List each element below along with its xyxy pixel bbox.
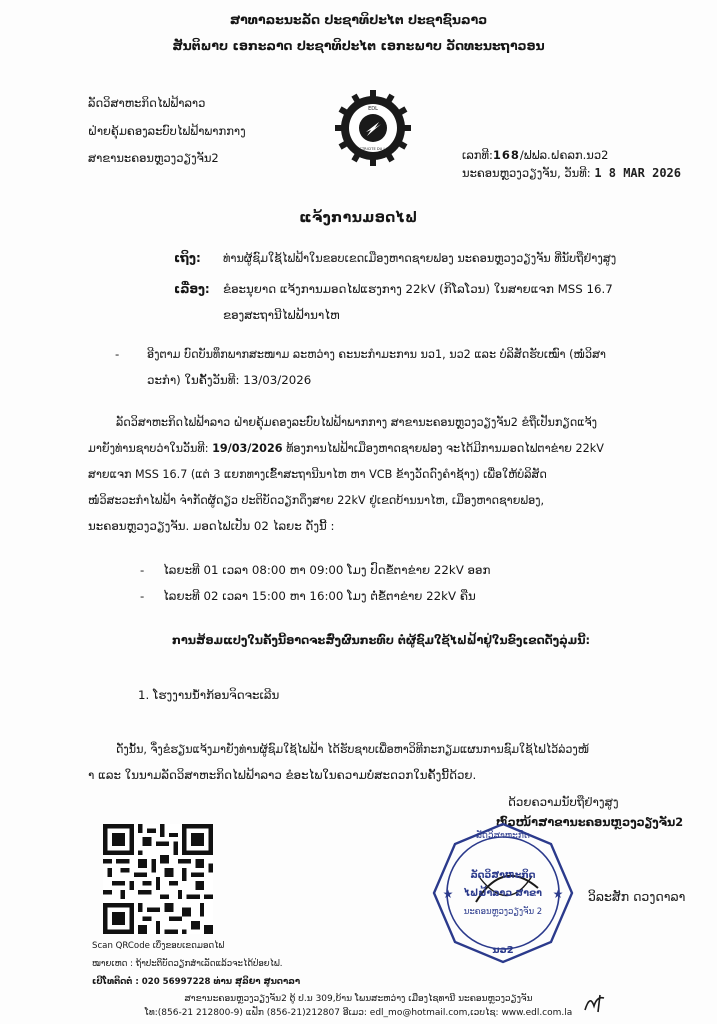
body-line-1: ລັດວິສາຫະກິດໄຟຟ້າລາວ ຝ່າຍຄຸ້ມຄອງລະບົບໄຟຟ້າພາກກາງ ສາຂານະຄອນຫຼວງວຽງຈັນ2 ຂໍຖືເປັນກຽດແຈ້ງ (116, 416, 598, 429)
logo-bottom-text: ELECTRICITE DU LAOS (352, 147, 394, 151)
impact-heading: ການສ້ອມແປງໃນຄັ້ງນີ້ອາດຈະສົ່ງຜົນກະທົບ ຕໍ່ຜູ້ຊົມໃຊ້ໄຟຟ້າຢູ່ໃນຂົງເຂດດັ່ງລຸ່ມນີ້: (172, 634, 591, 647)
period-bullet: - (140, 589, 145, 603)
date-stamp: 1 8 MAR 2026 (594, 166, 682, 180)
national-header: ສາທາລະນະລັດ ປະຊາທິປະໄຕ ປະຊາຊົນລາວ (229, 12, 488, 27)
qr-code[interactable] (103, 824, 213, 934)
body-line-5: ນະຄອນຫຼວງວຽງຈັນ. ມອດໄຟເປັນ 02 ໄລຍະ ດັ່ງນີ້ : (88, 519, 335, 533)
official-stamp (428, 818, 578, 968)
period-item: ໄລຍະທີ 01 ເວລາ 08:00 ຫາ 09:00 ໂມງ ປົດຂໍ້ຕາຂ່າຍ 22kV ອອກ (163, 563, 491, 577)
basis-line-1: ອີງຕາມ ບົດບັນທຶກພາກສະໜາມ ລະຫວ່າງ ຄະນະກຳມະການ ນວ1, ນວ2 ແລະ ບໍລິສັດຮັບເໝົາ (ໜໍ່ວິສາ (147, 348, 606, 361)
stamp-line-2: ໄຟຟ້າລາວ ສາຂາ (464, 888, 542, 899)
place-date: ນະຄອນຫຼວງວຽງຈັນ, ວັນທີ: 1 8 MAR 2026 (462, 166, 682, 180)
subject-line-1: ຂໍອະນຸຍາດ ແຈ້ງການມອດໄຟແຮງກາງ 22kV (ກິໂລໂວນ) ໃນສາຍແຈກ MSS 16.7 (223, 282, 613, 296)
initials-mark (582, 992, 608, 1014)
scan-note-1: Scan QRCode ເບິ່ງຂອບເຂດມອດໄຟ (92, 941, 225, 951)
edl-logo (335, 90, 411, 166)
closing-line-1: ດັ່ງນັ້ນ, ຈຶ່ງຂໍຮຽນແຈ້ງມາຍັງທ່ານຜູ້ຊົມໃຊ້ໄຟຟ້າ ໄດ້ຮັບຊາບເພື່ອຫາວິທີກະກຽມແຜນການຊົມໃຊ້ໄຟໄວ້ລ່ວງໜ້ (116, 743, 590, 756)
org-line-1: ລັດວິສາຫະກິດໄຟຟ້າລາວ (88, 96, 206, 110)
scan-note-2: ໝາຍເຫດ : ຖ້າປະຕິບັດວຽກສຳເລັດແລ້ວຈະໄດ້ປ່ອຍໄຟ. (92, 959, 283, 969)
org-line-2: ຝ່າຍຄຸ້ມຄອງລະບົບໄຟຟ້າພາກກາງ (88, 124, 246, 138)
stamp-ring-bottom: ນວ2 (492, 945, 514, 956)
footer-contact: ໂທ:(856-21 212800-9) ແຟັກ (856-21)212807 ອີເມວ: edl_mo@hotmail.com,ເວບໄຊ: www.edl.com.la (144, 1008, 573, 1018)
to-text: ທ່ານຜູ້ຊົມໃຊ້ໄຟຟ້າໃນຂອບເຂດເມືອງຫາດຊາຍຟອງ ນະຄອນຫຼວງວຽງຈັນ ທີ່ນັບຖືຢ່າງສູງ (223, 252, 617, 265)
subject-label: ເລື່ອງ: (174, 282, 210, 296)
footer-address: ສາຂານະຄອນຫຼວງວຽງຈັນ2 ຕູ້ ປ.ນ 309,ບ້ານ ໂພນສະຫວ່າງ ເມືອງໄຊທານີ ນະຄອນຫຼວງວຽງຈັນ (184, 994, 533, 1004)
star-icon: ★ (552, 887, 564, 901)
basis-bullet: - (115, 347, 120, 361)
stamp-line-3: ນະຄອນຫຼວງວຽງຈັນ 2 (463, 907, 543, 917)
to-label: ເຖິງ: (174, 251, 201, 265)
impact-item: 1. ໂຮງງານນ້ຳກ້ອນຈິດຈະເລີນ (138, 688, 280, 702)
subject-line-2: ຂອງສະຖານີໄຟຟ້ານາໄຫ (223, 308, 340, 322)
basis-line-2: ວະກຳ) ໃນຄັ້ງວັນທີ: 13/03/2026 (147, 373, 312, 387)
signer-title: ຫົວໜ້າສາຂານະຄອນຫຼວງວຽງຈັນ2 (496, 816, 684, 829)
reference-number: ເລກທີ:168/ຟຟລ.ຝຄລກ.ນວ2 (462, 148, 609, 162)
org-line-3: ສາຂານະຄອນຫຼວງວຽງຈັນ2 (88, 151, 219, 165)
star-icon: ★ (442, 887, 454, 901)
outage-date: 19/03/2026 (212, 442, 283, 455)
body-line-3: ສາຍແຈກ MSS 16.7 (ແຕ່ 3 ແຍກທາງເຂົ້າສະຖານີນາໄຫ ຫາ VCB ຂ້າງວັດດົງຄຳຊ້າງ) ເພື່ອໃຫ້ບໍລິສັດ (88, 468, 547, 481)
signer-name: ວິລະສັກ ດວງດາລາ (588, 889, 686, 904)
body-line-4: ໜໍ່ວິສະວະກຳໄຟຟ້າ ຈຳກັດຜູ້ດຽວ ປະຕິບັດວຽກດຶງສາຍ 22kV ຢູ່ເຂດບ້ານນາໄຫ, ເມືອງຫາດຊາຍຟອງ, (88, 494, 545, 507)
closing-line-2: າ ແລະ ໃນນາມລັດວິສາຫະກິດໄຟຟ້າລາວ ຂໍອະໄພໃນຄວາມບໍ່ສະດວກໃນຄັ້ງນີ້ດ້ວຍ. (88, 768, 477, 782)
page-title: ແຈ້ງການມອດໄຟ (299, 210, 418, 226)
stamp-line-1: ລັດວິສາຫະກິດ (470, 870, 536, 881)
period-item: ໄລຍະທີ 02 ເວລາ 15:00 ຫາ 16:00 ໂມງ ຕໍ່ຂໍ້ຕາຂ່າຍ 22kV ຄືນ (163, 589, 476, 603)
body-line-2: ມາຍັງທ່ານຊາບວ່າໃນວັນທີ: 19/03/2026 ທ້ອງການໄຟຟ້າເມືອງຫາດຊາຍຟອງ ຈະໄດ້ມີການມອດໄຟຕາຂ່າຍ 22kV (88, 442, 604, 455)
stamp-ring-top: ລັດວິສາຫະກິດ (476, 831, 530, 841)
national-motto: ສັນຕິພາບ ເອກະລາດ ປະຊາທິປະໄຕ ເອກະພາບ ວັດທະນະຖາວອນ (172, 38, 545, 53)
logo-top-text: EDL (368, 106, 378, 112)
period-bullet: - (140, 563, 145, 577)
scan-note-3: ເບີໂທຕິດຕໍ່ : 020 56997228 ທ່ານ ສຸລິຍາ ສູນດາລາ (92, 977, 301, 987)
respect-line: ດ້ວຍຄວາມນັບຖືຢ່າງສູງ (508, 795, 619, 809)
